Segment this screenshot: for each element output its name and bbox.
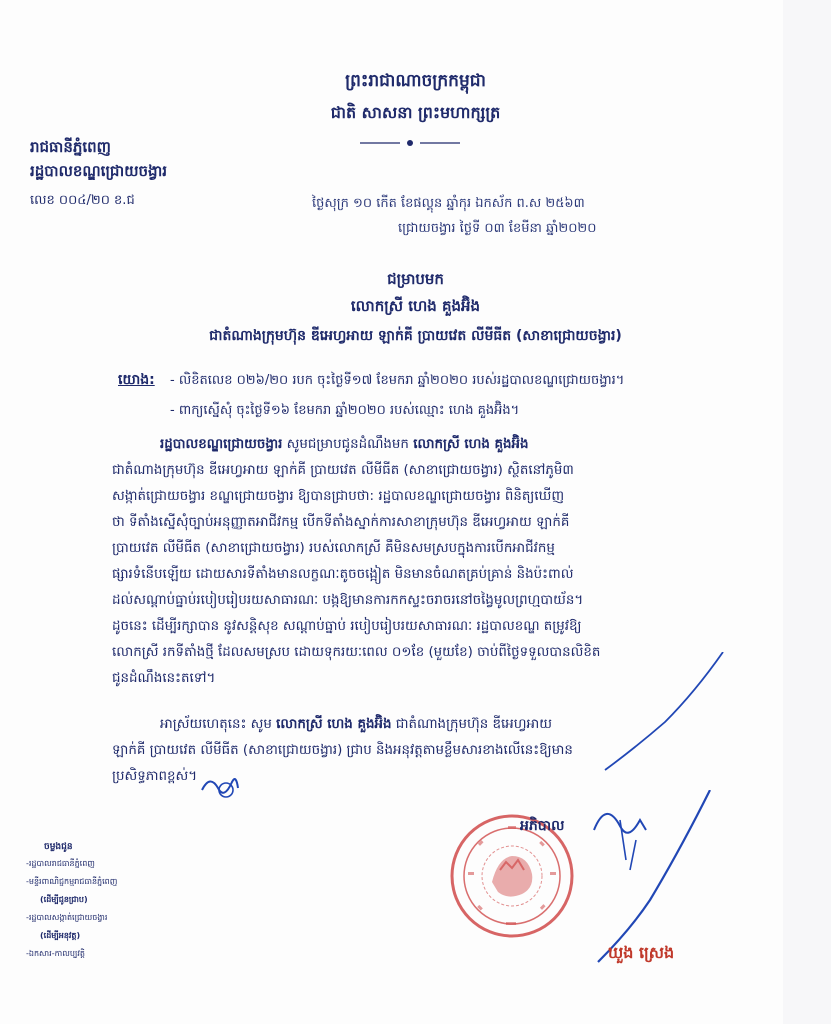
body-conclusion-rest: ជាតំណាងក្រុមហ៊ុន ឌីអេហ្វអាយ <box>391 717 553 732</box>
body-office-name: រដ្ឋបាលខណ្ឌជ្រោយចង្វារ <box>160 437 283 452</box>
body-recipient-name: លោកស្រី ហេង គួងអ៊ិង <box>413 437 529 452</box>
reference-item: - លិខិតលេខ ០២៦/២០ របក ចុះថ្ងៃទី១៧ ខែមករា ឆ្នាំ២០២០ របស់រដ្ឋបាលខណ្ឌជ្រោយចង្វារ។ <box>170 373 625 388</box>
kingdom-title: ព្រះរាជាណាចក្រកម្ពុជា <box>345 71 486 91</box>
page-edge-shadow <box>783 0 831 1024</box>
issuer-capital: រាជធានីភ្នំពេញ <box>30 138 111 156</box>
cc-item: (ដើម្បីអនុវត្ត) <box>40 931 81 940</box>
body-paragraph-1-lead <box>160 432 730 459</box>
letter-number: លេខ ០០៤/២០ ខ.ជ <box>30 193 135 208</box>
body-line: ជូនដំណឹងនេះតទៅ។ <box>112 671 216 686</box>
body-line: ឡាក់គី ប្រាយវេត លីមីធីត (សាខាជ្រោយចង្វារ) ជ្រាប និងអនុវត្តតាមខ្លឹមសារខាងលើនេះឱ្យមាន <box>112 743 573 758</box>
initials-mark <box>196 770 242 804</box>
body-line: ដូចនេះ ដើម្បីរក្សាបាន នូវសន្តិសុខ សណ្តាប់ធ្នាប់ របៀបរៀបរយសាធារណៈ រដ្ឋបាលខណ្ឌ តម្រូវឱ្យ <box>112 619 582 634</box>
issuer-office: រដ្ឋបាលខណ្ឌជ្រោយចង្វារ <box>30 162 168 180</box>
body-recipient-name-2: លោកស្រី ហេង គួងអ៊ិង <box>276 717 392 732</box>
pen-stroke <box>545 652 725 772</box>
national-motto: ជាតិ សាសនា ព្រះមហាក្សត្រ <box>330 103 501 122</box>
body-inform-text: សូមជម្រាបជូនដំណឹងមក <box>282 437 414 452</box>
body-line: ប្រាយវេត លីមីធីត (សាខាជ្រោយចង្វារ) របស់លោកស្រី គឺមិនសមស្របក្នុងការបើកអាជីវកម្ម <box>112 541 555 556</box>
date-lunar: ថ្ងៃសុក្រ ១០ កើត ខែផល្គុន ឆ្នាំកុរ ឯកស័ក ព.ស ២៥៦៣ <box>312 196 585 211</box>
cc-item: (ដើម្បីជូនជ្រាប) <box>40 895 88 904</box>
signer-name: ឃួង ស្រេង <box>608 943 675 962</box>
reference-item: - ពាក្យស្នើសុំ ចុះថ្ងៃទី១៦ ខែមករា ឆ្នាំ២០២០ របស់ឈ្មោះ ហេង គួងអ៊ិង។ <box>170 403 520 418</box>
cc-item: -រដ្ឋបាលសង្កាត់ជ្រោយចង្វារ <box>26 913 108 922</box>
ornament-divider <box>360 138 460 148</box>
body-line: លោកស្រី រកទីតាំងថ្មី ដែលសមស្រប ដោយទុករយៈពេល ០១ខែ (មួយខែ) ចាប់ពីថ្ងៃទទួលបានលិខិត <box>112 645 601 660</box>
body-line: ផ្សារទំនើបឡើយ ដោយសារទីតាំងមានលក្ខណៈតូចចង្អៀត មិនមានចំណតគ្រប់គ្រាន់ និងប៉ះពាល់ <box>112 567 574 582</box>
body-conclusion-text: អាស្រ័យហេតុនេះ សូម <box>160 717 277 732</box>
cc-item: -មន្ទីរពាណិជ្ជកម្មរាជធានីភ្នំពេញ <box>26 877 118 886</box>
body-line: ថា ទីតាំងស្នើសុំច្បាប់អនុញ្ញាតអាជីវកម្ម បើកទីតាំងស្នាក់ការសាខាក្រុមហ៊ុន ឌីអេហ្វអាយ ឡាក់គី <box>112 515 570 530</box>
cc-title: ចម្លងជូន <box>44 842 73 852</box>
reference-label: យោង: <box>118 372 155 388</box>
date-solar: ជ្រោយចង្វារ ថ្ងៃទី ០៣ ខែមីនា ឆ្នាំ២០២០ <box>398 221 597 236</box>
cc-item: -រដ្ឋបាលរាជធានីភ្នំពេញ <box>26 859 95 868</box>
recipient-name: លោកស្រី ហេង គួងអ៊ិង <box>350 297 481 315</box>
body-line: ដល់សណ្តាប់ធ្នាប់របៀបរៀបរយសាធារណៈ បង្កឱ្យមានការកកស្ទះចរាចរនៅចង្វៃមូលព្រហ្មបាយ័ន។ <box>112 593 584 608</box>
cc-item: -ឯកសារ-កាលប្បវត្តិ <box>26 949 85 958</box>
recipient-salutation: ជម្រាបមក <box>387 270 444 288</box>
signer-title: អភិបាល <box>520 818 565 834</box>
body-line: ប្រសិទ្ធភាពខ្ពស់។ <box>112 769 198 784</box>
recipient-role: ជាតំណាងក្រុមហ៊ុន ឌីអេហ្វអាយ ឡាក់គី ប្រាយវេត លីមីធីត (សាខាជ្រោយចង្វារ) <box>209 328 622 344</box>
body-line: សង្កាត់ជ្រោយចង្វារ ខណ្ឌជ្រោយចង្វារ ឱ្យបានជ្រាបថា: រដ្ឋបាលខណ្ឌជ្រោយចង្វារ ពិនិត្យឃើញ <box>112 489 565 504</box>
body-line: ជាតំណាងក្រុមហ៊ុន ឌីអេហ្វអាយ ឡាក់គី ប្រាយវេត លីមីធីត (សាខាជ្រោយចង្វារ) ស្ថិតនៅភូមិ៣ <box>112 463 574 478</box>
